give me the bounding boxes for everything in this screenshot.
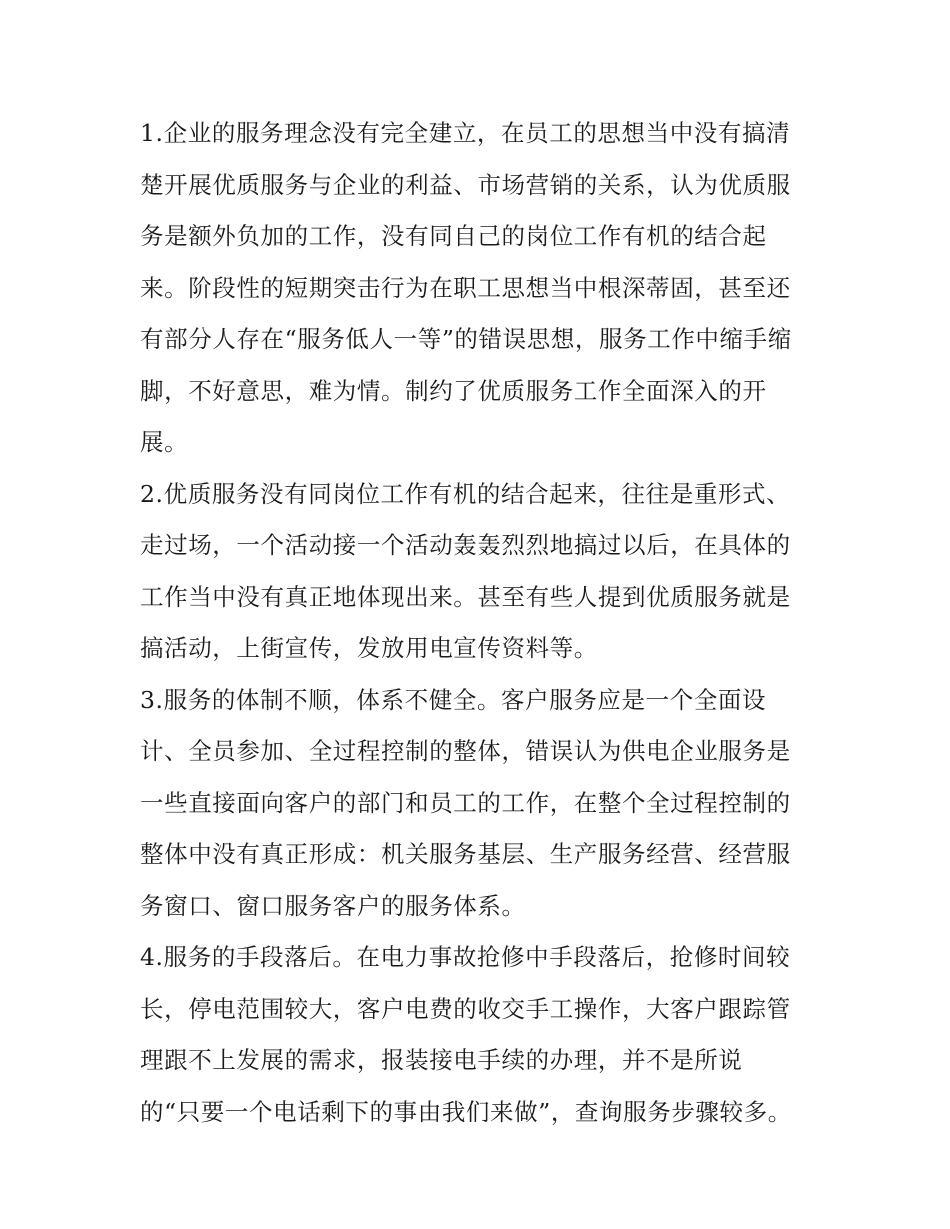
text-line: 计、全员参加、全过程控制的整体，错误认为供电企业服务是 — [140, 737, 791, 765]
text-line: 来。阶段性的短期突击行为在职工思想当中根深蒂固，甚至还 — [140, 273, 791, 302]
text-line: 务是额外负加的工作，没有同自己的岗位工作有机的结合起 — [140, 222, 767, 250]
paragraph-1 — [140, 108, 820, 469]
text-line: 理跟不上发展的需求，报装接电手续的办理，并不是所说 — [140, 1046, 743, 1074]
text-line: 务窗口、窗口服务客户的服务体系。 — [140, 891, 526, 920]
paragraph-2 — [140, 469, 820, 675]
text-line: 楚开展优质服务与企业的利益、市场营销的关系，认为优质服 — [140, 170, 791, 199]
text-line: 有部分人存在“服务低人一等”的错误思想，服务工作中缩手缩 — [140, 325, 792, 353]
text-line: 3.服务的体制不顺，体系不健全。客户服务应是一个全面设 — [140, 685, 767, 714]
paragraph-3 — [140, 675, 820, 933]
text-line: 2.优质服务没有同岗位工作有机的结合起来，往往是重形式、 — [140, 479, 791, 508]
text-line: 1.企业的服务理念没有完全建立，在员工的思想当中没有搞清 — [140, 119, 791, 147]
paragraph-4 — [140, 932, 820, 1138]
text-line: 的“只要一个电话剩下的事由我们来做”，查询服务步骤较多。 — [140, 1097, 792, 1126]
text-line: 展。 — [140, 428, 189, 456]
text-line: 工作当中没有真正地体现出来。甚至有些人提到优质服务就是 — [140, 582, 791, 611]
document-body — [140, 108, 820, 1138]
text-line: 一些直接面向客户的部门和员工的工作，在整个全过程控制的 — [140, 788, 791, 817]
text-line: 4.服务的手段落后。在电力事故抢修中手段落后，抢修时间较 — [140, 943, 791, 971]
text-line: 整体中没有真正形成：机关服务基层、生产服务经营、经营服 — [140, 840, 791, 868]
text-line: 走过场，一个活动接一个活动轰轰烈烈地搞过以后，在具体的 — [140, 531, 791, 559]
text-line: 脚，不好意思，难为情。制约了优质服务工作全面深入的开 — [140, 376, 767, 405]
text-line: 长，停电范围较大，客户电费的收交手工操作，大客户跟踪管 — [140, 994, 791, 1023]
text-line: 搞活动，上街宣传，发放用电宣传资料等。 — [140, 634, 598, 662]
